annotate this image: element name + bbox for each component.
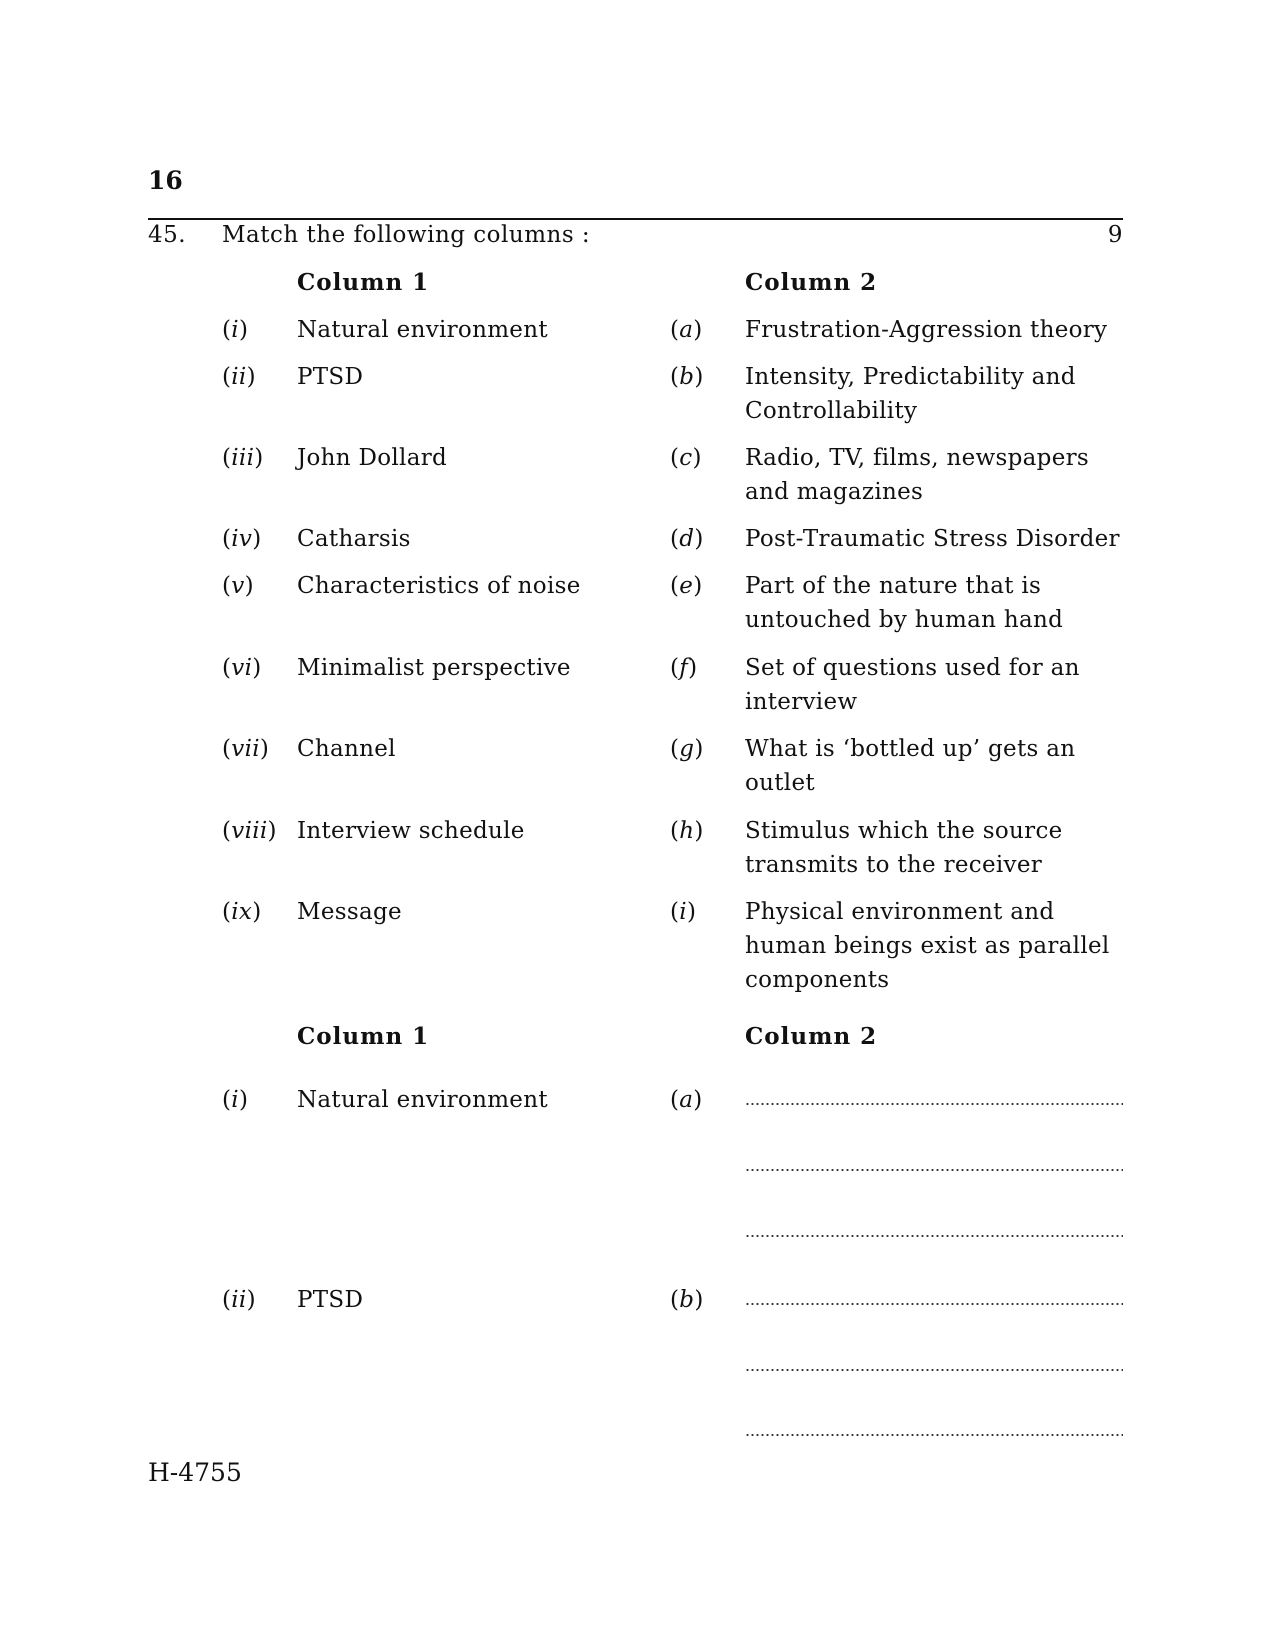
column2-item: Physical environment and human beings exist as parallel components xyxy=(745,899,1110,993)
answer-column1-heading: Column 1 xyxy=(297,1023,430,1050)
column2-item: What is ‘bottled up’ gets an outlet xyxy=(745,736,1076,796)
question-number: 45. xyxy=(148,222,187,248)
answer-blank-line[interactable] xyxy=(745,1303,1123,1305)
answer-roman-numeral: (i) xyxy=(222,1087,249,1113)
column2-heading: Column 2 xyxy=(745,269,878,296)
question-text: Match the following columns : xyxy=(222,222,591,248)
column2-item: Stimulus which the source transmits to the receiver xyxy=(745,818,1063,878)
answer-roman-numeral: (ii) xyxy=(222,1287,256,1313)
column2-item: Post-Traumatic Stress Disorder xyxy=(745,526,1120,552)
roman-numeral: (vii) xyxy=(222,736,270,762)
answer-alpha-label: (a) xyxy=(670,1087,703,1113)
column1-item: Characteristics of noise xyxy=(297,573,581,599)
alpha-label: (a) xyxy=(670,317,703,343)
column1-item: John Dollard xyxy=(297,445,448,471)
column1-item: PTSD xyxy=(297,364,364,390)
column2-item: Radio, TV, films, newspapers and magazines xyxy=(745,445,1089,505)
paper-code: H-4755 xyxy=(148,1458,242,1487)
alpha-label: (b) xyxy=(670,364,704,390)
alpha-label: (i) xyxy=(670,899,697,925)
answer-alpha-label: (b) xyxy=(670,1287,704,1313)
alpha-label: (g) xyxy=(670,736,704,762)
answer-blank-line[interactable] xyxy=(745,1369,1123,1371)
column2-item: Set of questions used for an interview xyxy=(745,655,1080,715)
header-rule xyxy=(148,218,1123,220)
answer-blank-line[interactable] xyxy=(745,1434,1123,1436)
alpha-label: (c) xyxy=(670,445,702,471)
page-number: 16 xyxy=(148,166,183,195)
column1-item: Interview schedule xyxy=(297,818,525,844)
alpha-label: (h) xyxy=(670,818,704,844)
answer-column2-heading: Column 2 xyxy=(745,1023,878,1050)
alpha-label: (e) xyxy=(670,573,703,599)
roman-numeral: (ix) xyxy=(222,899,262,925)
roman-numeral: (ii) xyxy=(222,364,256,390)
column2-item: Intensity, Predictability and Controllability xyxy=(745,364,1076,424)
answer-blank-line[interactable] xyxy=(745,1169,1123,1171)
roman-numeral: (vi) xyxy=(222,655,262,681)
alpha-label: (f) xyxy=(670,655,698,681)
roman-numeral: (viii) xyxy=(222,818,277,844)
alpha-label: (d) xyxy=(670,526,704,552)
roman-numeral: (iv) xyxy=(222,526,262,552)
column1-item: Minimalist perspective xyxy=(297,655,571,681)
roman-numeral: (iii) xyxy=(222,445,264,471)
column2-item: Part of the nature that is untouched by human hand xyxy=(745,573,1064,633)
question-marks: 9 xyxy=(1107,222,1123,248)
column1-heading: Column 1 xyxy=(297,269,430,296)
column1-item: Message xyxy=(297,899,402,925)
answer-column1-item: Natural environment xyxy=(297,1087,548,1113)
column1-item: Channel xyxy=(297,736,396,762)
answer-blank-line[interactable] xyxy=(745,1103,1123,1105)
column1-item: Catharsis xyxy=(297,526,411,552)
roman-numeral: (i) xyxy=(222,317,249,343)
answer-column1-item: PTSD xyxy=(297,1287,364,1313)
answer-blank-line[interactable] xyxy=(745,1235,1123,1237)
column1-item: Natural environment xyxy=(297,317,548,343)
roman-numeral: (v) xyxy=(222,573,254,599)
column2-item: Frustration-Aggression theory xyxy=(745,317,1108,343)
